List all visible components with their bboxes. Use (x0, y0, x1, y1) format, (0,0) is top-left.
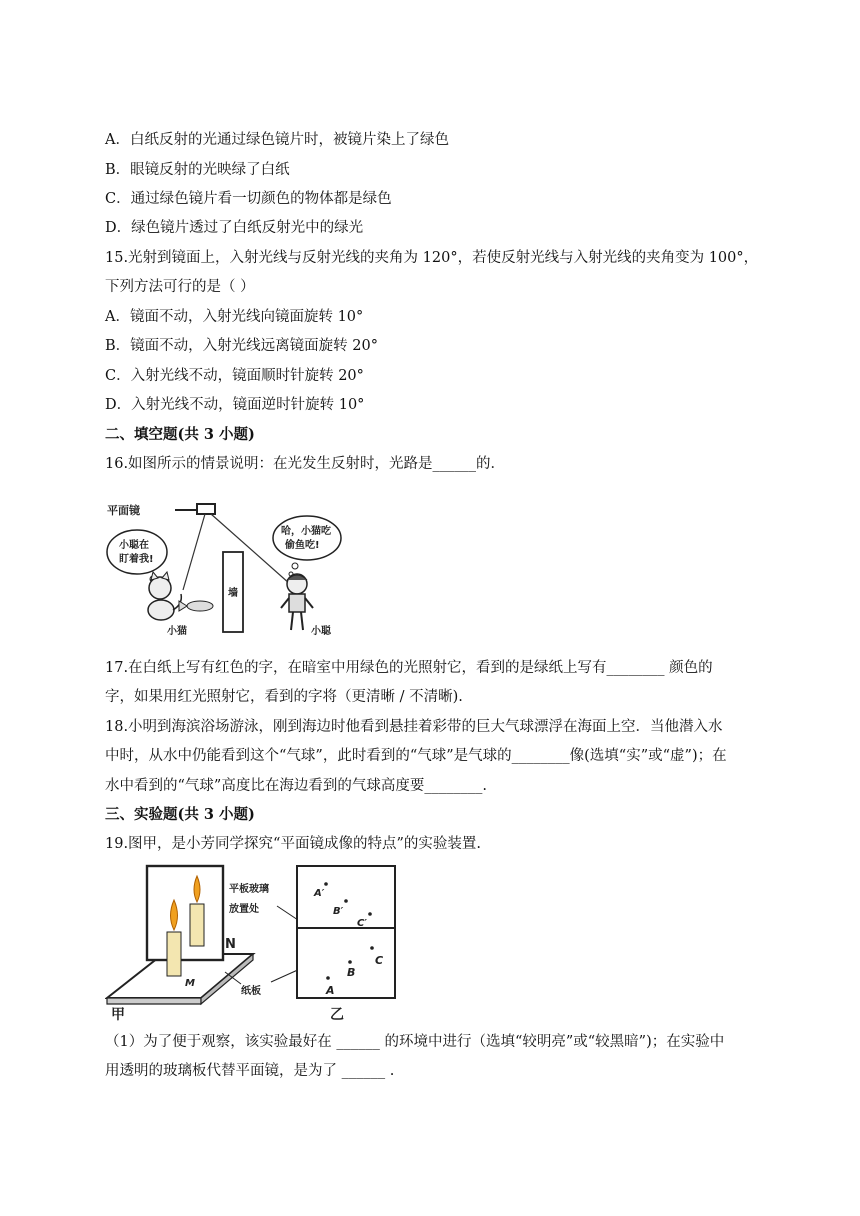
q18-line3: 水中看到的“气球”高度比在海边看到的气球高度要________. (105, 778, 487, 794)
q16-cat (148, 572, 181, 620)
q16-boy-bubble-text2: 偷鱼吃! (285, 540, 320, 551)
q19-point-c: C (375, 954, 384, 967)
q19-figure (105, 864, 400, 1022)
q14-option-d: D．绿色镜片透过了白纸反射光中的绿光 (105, 220, 364, 236)
q19-stem: 19.图甲，是小芳同学探究“平面镜成像的特点”的实验装置. (105, 836, 481, 852)
q19-point-a-prime: A′ (314, 888, 325, 899)
q19-paper-record (297, 866, 395, 998)
q14-option-b: B．眼镜反射的光映绿了白纸 (105, 162, 290, 178)
q16-mirror (197, 504, 215, 514)
section-fill-in-heading: 二、填空题(共 3 小题) (105, 426, 255, 443)
q15-option-b: B．镜面不动，入射光线远离镜面旋转 20° (105, 338, 378, 354)
q19-figure-svg (105, 864, 400, 1022)
q14-option-a: A．白纸反射的光通过绿色镜片时，被镜片染上了绿色 (105, 132, 449, 148)
q15-option-a: A．镜面不动，入射光线向镜面旋转 10° (105, 309, 364, 325)
q15-stem-line1: 15.光射到镜面上，入射光线与反射光线的夹角为 120°，若使反射光线与入射光线的夹角变为 100°， (105, 250, 759, 266)
q19-sub1-line2: 用透明的玻璃板代替平面镜，是为了 ______ . (105, 1063, 395, 1079)
q16-boy (281, 574, 313, 630)
q16-mirror-label: 平面镜 (107, 504, 140, 517)
q19-point-b: B (347, 966, 356, 979)
q19-sub1-line1: （1）为了便于观察，该实验最好在 ______ 的环境中进行（选填“较明亮”或“较黑暗”)；在实验中 (105, 1034, 725, 1050)
q19-glass-label-1: 平板玻璃 (229, 884, 269, 895)
q16-boy-bubble (273, 516, 341, 560)
q19-label-m: M (185, 978, 195, 989)
q14-option-c: C．通过绿色镜片看一切颜色的物体都是绿色 (105, 191, 392, 207)
q17-line1: 17.在白纸上写有红色的字，在暗室中用绿色的光照射它，看到的是绿纸上写有________ 颜色的 (105, 660, 713, 676)
q19-label-n: N (225, 937, 236, 952)
q19-point-c-prime: C′ (357, 918, 367, 929)
q16-cat-bubble (107, 530, 167, 574)
q19-label-jia: 甲 (111, 1007, 125, 1022)
q16-fish (179, 601, 213, 611)
q19-paper-label: 纸板 (241, 986, 261, 997)
q16-cat-label: 小猫 (167, 626, 187, 637)
q18-line1: 18.小明到海滨浴场游泳，刚到海边时他看到悬挂着彩带的巨大气球漂浮在海面上空．当他潜入水 (105, 719, 723, 735)
q16-stem: 16.如图所示的情景说明：在光发生反射时，光路是______的． (105, 456, 506, 472)
q17-line2: 字，如果用红光照射它，看到的字将（更清晰 / 不清晰). (105, 689, 463, 705)
q18-line2: 中时，从水中仍能看到这个“气球”，此时看到的“气球”是气球的________像(选填“实”或“虚”)；在 (105, 748, 727, 764)
q19-point-a: A (326, 984, 335, 997)
q19-point-b-prime: B′ (333, 906, 344, 917)
q16-cat-bubble-text1: 小聪在 (119, 540, 149, 551)
q16-boy-bubble-dot1 (292, 563, 298, 569)
q16-ray-to-cat (183, 514, 205, 590)
q19-glass-label-2: 放置处 (229, 904, 259, 915)
q19-label-yi: 乙 (330, 1007, 344, 1022)
q16-boy-bubble-text1: 哈，小猫吃 (281, 526, 331, 537)
q15-option-c: C．入射光线不动，镜面顺时针旋转 20° (105, 368, 364, 384)
q16-figure (105, 492, 345, 638)
q16-wall-label: 墙 (228, 588, 238, 599)
q16-figure-svg (105, 492, 345, 638)
q16-boy-label: 小聪 (311, 626, 331, 637)
q15-stem-line2: 下列方法可行的是（ ） (105, 279, 255, 295)
q15-option-d: D．入射光线不动，镜面逆时针旋转 10° (105, 397, 365, 413)
q16-cat-bubble-text2: 盯着我! (119, 554, 154, 565)
section-experiment-heading: 三、实验题(共 3 小题) (105, 806, 255, 823)
